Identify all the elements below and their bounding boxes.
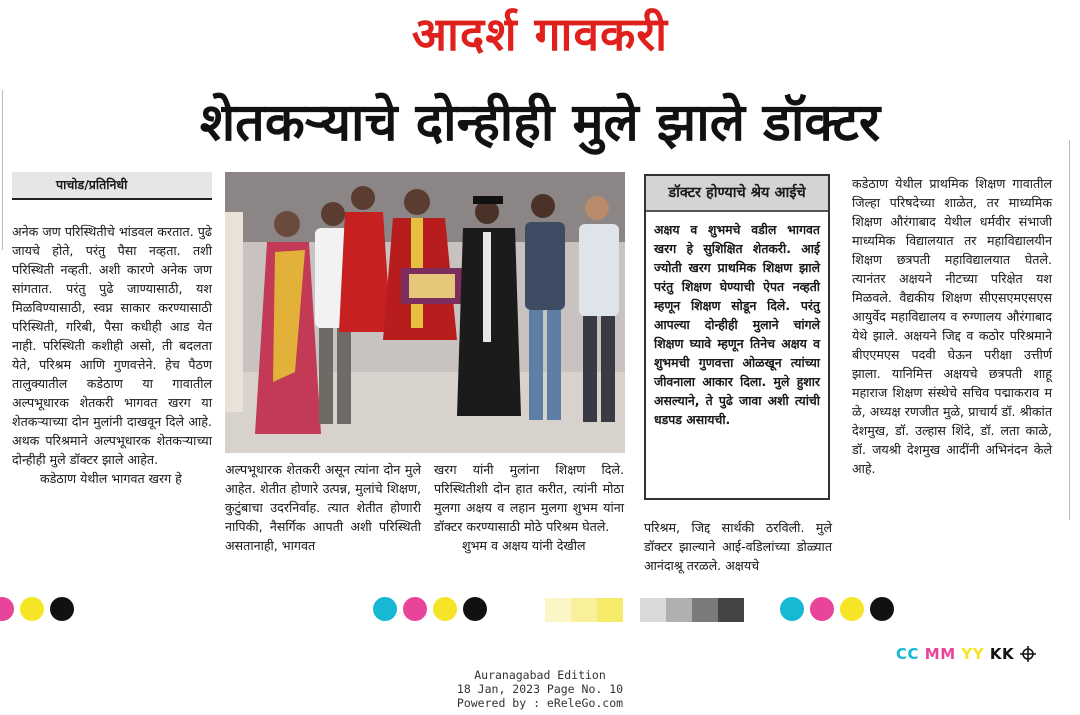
sidebar-box	[644, 174, 830, 500]
paragraph: खरग यांनी मुलांना शिक्षण दिले. परिस्थितीशी दोन हात करीत, त्यांनी मोठा मुलगा अक्षय व लहान मुलगा शुभम यांना डॉक्टर करण्यासाठी मोठे परिश्रम घेतले.	[434, 462, 624, 534]
color-bar-label: CC MM YY KK	[896, 645, 1036, 666]
color-registration-dots	[780, 597, 894, 621]
news-photo	[225, 172, 625, 453]
article-column-3	[434, 460, 624, 555]
paragraph: अनेक जण परिस्थितीचे भांडवल करतात. पुढे जायचे होते, परंतु पैसा नव्हता. तशी परिस्थिती नव्हती. अशी कारणे अनेक जण सांगतात. परंतु पुढे जाण्यासाठी, यश मिळविण्यासाठी, स्वप्न साकार करण्यासाठी परिस्थिती, गरिबी, पैसा कधीही आड येत नाही. परिस्थिती कशीही असो, ती बदलता येते, परिश्रम आणि गुणवत्तेने. हेच पैठण तालुक्यातील कडेठाण या गावातील अल्पभूधारक शेतकरी भागवत खरग या शेतकऱ्याच्या दोन मुलांनी दाखवून दिले आहे. अथक परिश्रमाने अल्पभूधारक शेतकऱ्याच्या दोन्हीही मुले डॉक्टर झाले आहेत.	[12, 224, 212, 467]
paragraph: शुभम व अक्षय यांनी देखील	[462, 538, 586, 553]
column-rule	[1069, 140, 1070, 520]
headline: शेतकऱ्याचे दोन्हीही मुले झाले डॉक्टर	[199, 93, 881, 153]
article-column-4: परिश्रम, जिद्द सार्थकी ठरविली. मुले डॉक्टर झाल्याने आई-वडिलांच्या डोळ्यात आनंदाश्रू तरळले. अक्षयचे	[644, 520, 832, 573]
article-column-2: अल्पभूधारक शेतकरी असून त्यांना दोन मुले आहेत. शेतीत होणारे उत्पन्न, मुलांचे शिक्षण, कुटुंबाचा उदरनिर्वाह. त्यात शेतीत होणारी नापिकी, नैसर्गिक आपती अशी परिस्थिती असतानाही, भागवत	[225, 462, 421, 553]
magenta-dot	[0, 597, 14, 621]
yellow-dot	[20, 597, 44, 621]
gray-tint-strip	[640, 598, 744, 622]
sidebar-box-title: डॉक्टर होण्याचे श्रेय आईचे	[646, 176, 828, 212]
footer-powered-by: Powered by : eReleGo.com	[456, 696, 624, 710]
article-column-1	[12, 222, 212, 488]
masthead-logo: आदर्श गावकरी	[411, 7, 669, 61]
sidebar-box-body: अक्षय व शुभमचे वडील भागवत खरग हे सुशिक्षित शेतकरी. आई ज्योती खरग प्राथमिक शिक्षण झाले परंतु शिक्षण घेण्याची ऐपत नव्हती म्हणून शिक्षण सोडून दिले. परंतु आपल्या दोन्हीही मुलाने चांगले शिक्षण घ्यावे म्हणून तिनेच अक्षय व शुभमची गुणवत्ता ओळखून त्यांच्या जीवनाला आकार दिला. मुले हुशार असल्याने, ते पुढे जावा अशी त्यांची धडपड असायची.	[654, 222, 820, 427]
dateline-rule	[12, 198, 212, 200]
color-registration-dots	[0, 597, 74, 621]
yellow-dot	[840, 597, 864, 621]
article-column-5: कडेठाण येथील प्राथमिक शिक्षण गावातील जिल्हा परिषदेच्या शाळेत, तर माध्यमिक शिक्षण औरंगाबाद येथील धर्मवीर संभाजी माध्यमिक विद्यालयात तर महाविद्यालयीन शिक्षण छत्रपती महाविद्यालयात घेतले. त्यानंतर अक्षयने नीटच्या परिक्षेत यश मिळवले. वैद्यकीय शिक्षण सीएसएमएसएस आयुर्वेद महाविद्यालय व रुग्णालय औरंगाबाद येथे झाले. अक्षयने जिद्द व कठोर परिश्रमाने बीएएमएस पदवी घेऊन परीक्षा उत्तीर्ण झाला. यानिमित्त अक्षयचे छत्रपती शाहू महाराज शिक्षण संस्थेचे सचिव पद्माकराव म ळे, अध्यक्ष रणजीत मुळे, प्राचार्य डॉ. श्रीकांत देशमुख, डॉ. उल्हास शिंदे, डॉ. लता काळे, डॉ. जयश्री देशमुख आदींनी अभिनंदन केले आहे.	[852, 176, 1052, 476]
footer-edition: Auranagabad Edition	[474, 668, 606, 682]
cyan-dot	[780, 597, 804, 621]
dateline: पाचोड/प्रतिनिधी	[12, 172, 212, 198]
magenta-dot	[403, 597, 427, 621]
footer-date-page: 18 Jan, 2023 Page No. 10	[456, 682, 624, 696]
cyan-dot	[373, 597, 397, 621]
black-dot	[463, 597, 487, 621]
yellow-tint-strip	[545, 598, 623, 622]
column-rule	[2, 90, 3, 250]
paragraph: कडेठाण येथील भागवत खरग हे	[40, 471, 182, 486]
black-dot	[50, 597, 74, 621]
graduation-ceremony-photo	[225, 172, 625, 453]
yellow-dot	[433, 597, 457, 621]
color-registration-dots	[373, 597, 487, 621]
magenta-dot	[810, 597, 834, 621]
black-dot	[870, 597, 894, 621]
registration-mark-icon	[1020, 646, 1036, 666]
